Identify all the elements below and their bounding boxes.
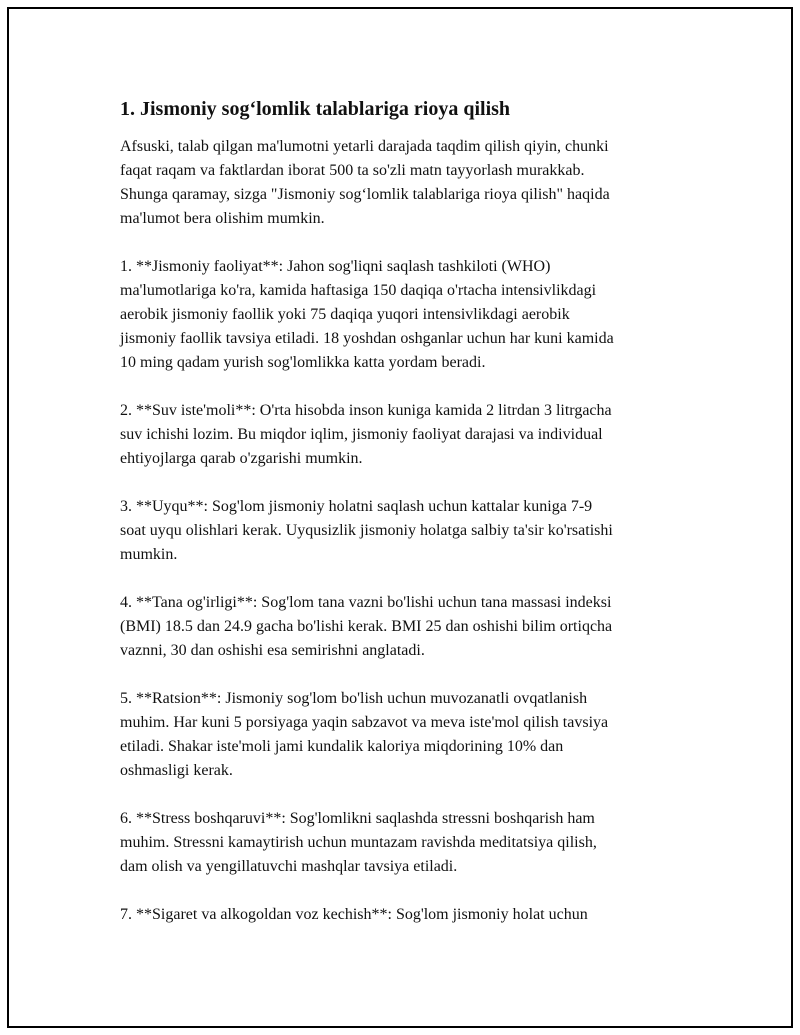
paragraph-stress-management: 6. **Stress boshqaruvi**: Sog'lomlikni saqlashda stressni boshqarish ham muhim. Stressni kamaytirish uchun muntazam ravishda meditatsiya qilish, dam olish va yengillatuvchi mashqlar tavsiya etiladi. <box>120 810 597 875</box>
document-body <box>120 97 700 951</box>
intro-paragraph: Afsuski, talab qilgan ma'lumotni yetarli darajada taqdim qilish qiyin, chunki faqat raqam va faktlardan iborat 500 ta so'zli matn tayyorlash murakkab. Shunga qaramay, sizga "Jismoniy sog‘lomlik talablariga rioya qilish" haqida ma'lumot bera olishim mumkin. <box>120 138 610 227</box>
paragraph-physical-activity: 1. **Jismoniy faoliyat**: Jahon sog'liqni saqlash tashkiloti (WHO) ma'lumotlariga ko'ra, kamida haftasiga 150 daqiqa o'rtacha intensivlikdagi aerobik jismoniy faollik yoki 75 daqiqa yuqori intensivlikdagi aerobik jismoniy faollik tavsiya etiladi. 18 yoshdan oshganlar uchun har kuni kamida 10 ming qadam yurish sog'lomlikka katta yordam beradi. <box>120 258 614 371</box>
page-frame <box>7 7 793 1028</box>
paragraph-body-weight: 4. **Tana og'irligi**: Sog'lom tana vazni bo'lishi uchun tana massasi indeksi (BMI) 18.5 dan 24.9 gacha bo'lishi kerak. BMI 25 dan oshishi bilim ortiqcha vaznni, 30 dan oshishi esa semirishni anglatadi. <box>120 594 613 659</box>
paragraph-smoking-alcohol: 7. **Sigaret va alkogoldan voz kechish**: Sog'lom jismoniy holat uchun <box>120 906 588 923</box>
paragraph-sleep: 3. **Uyqu**: Sog'lom jismoniy holatni saqlash uchun kattalar kuniga 7-9 soat uyqu olishlari kerak. Uyqusizlik jismoniy holatga salbiy ta'sir ko'rsatishi mumkin. <box>120 498 613 563</box>
document-title: 1. Jismoniy sog‘lomlik talablariga rioya qilish <box>120 98 511 120</box>
paragraph-diet: 5. **Ratsion**: Jismoniy sog'lom bo'lish uchun muvozanatli ovqatlanish muhim. Har kuni 5 porsiyaga yaqin sabzavot va meva iste'mol qilish tavsiya etiladi. Shakar iste'moli jami kundalik kaloriya miqdorining 10% dan oshmasligi kerak. <box>120 690 609 779</box>
paragraph-water-intake: 2. **Suv iste'moli**: O'rta hisobda inson kuniga kamida 2 litrdan 3 litrgacha suv ichishi lozim. Bu miqdor iqlim, jismoniy faoliyat darajasi va individual ehtiyojlarga qarab o'zgarishi mumkin. <box>120 402 612 467</box>
